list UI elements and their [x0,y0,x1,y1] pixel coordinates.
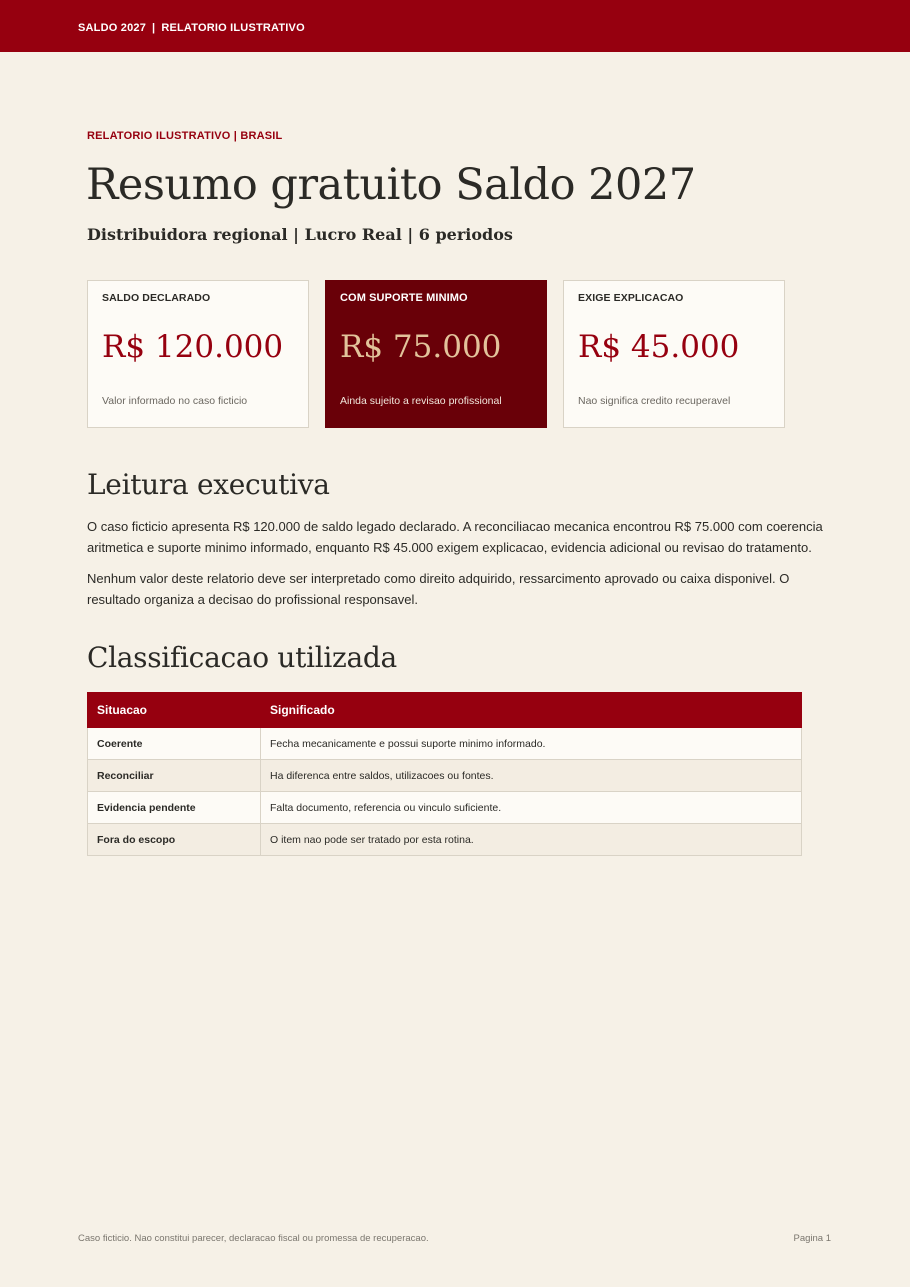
executive-paragraph-1: O caso ficticio apresenta R$ 120.000 de saldo legado declarado. A reconciliacao mecanica encontrou R$ 75.000 com coerencia aritmetica e suporte minimo informado, enquanto R$ 45.000 exigem explicacao, evidencia adicional ou revisao do tratamento. [87,519,823,555]
card-label: SALDO DECLARADO [102,292,211,304]
cell-situacao: Reconciliar [88,760,261,792]
cell-situacao: Evidencia pendente [88,792,261,824]
table-row [88,792,802,824]
cell-significado: Falta documento, referencia ou vinculo suficiente. [261,792,802,824]
cell-significado: Ha diferenca entre saldos, utilizacoes ou fontes. [261,760,802,792]
card-value: R$ 45.000 [578,329,740,365]
page-subtitle: Distribuidora regional | Lucro Real | 6 periodos [87,225,513,244]
banner-section: RELATORIO ILUSTRATIVO [161,22,305,34]
classification-table [87,692,802,856]
card-value: R$ 120.000 [102,329,284,365]
page-title: Resumo gratuito Saldo 2027 [86,160,696,210]
cell-significado: Fecha mecanicamente e possui suporte minimo informado. [261,728,802,760]
report-kicker: RELATORIO ILUSTRATIVO | BRASIL [87,130,283,142]
column-header-significado: Significado [261,693,802,728]
page-number: Pagina 1 [793,1233,831,1244]
card-com-suporte-minimo [325,280,547,428]
cell-significado: O item nao pode ser tratado por esta rotina. [261,824,802,856]
banner-brand: SALDO 2027 [78,22,147,34]
card-saldo-declarado [87,280,309,428]
table-row [88,824,802,856]
card-note: Valor informado no caso ficticio [102,395,248,407]
card-exige-explicacao [563,280,785,428]
classification-heading: Classificacao utilizada [87,641,397,674]
card-label: EXIGE EXPLICACAO [578,292,684,304]
card-note: Nao significa credito recuperavel [578,395,731,407]
cell-situacao: Fora do escopo [88,824,261,856]
top-banner [0,0,910,52]
footer-disclaimer: Caso ficticio. Nao constitui parecer, declaracao fiscal ou promessa de recuperacao. [78,1233,429,1244]
executive-paragraph-2: Nenhum valor deste relatorio deve ser interpretado como direito adquirido, ressarcimento aprovado ou caixa disponivel. O resultado organiza a decisao do profissional responsavel. [87,571,790,607]
card-label: COM SUPORTE MINIMO [340,292,468,304]
column-header-situacao: Situacao [88,693,261,728]
table-header-row [88,693,802,728]
executive-heading: Leitura executiva [87,468,330,501]
card-note: Ainda sujeito a revisao profissional [340,395,502,407]
cell-situacao: Coerente [88,728,261,760]
banner-separator: | [152,22,156,34]
table-row [88,728,802,760]
card-value: R$ 75.000 [340,329,502,365]
table-row [88,760,802,792]
